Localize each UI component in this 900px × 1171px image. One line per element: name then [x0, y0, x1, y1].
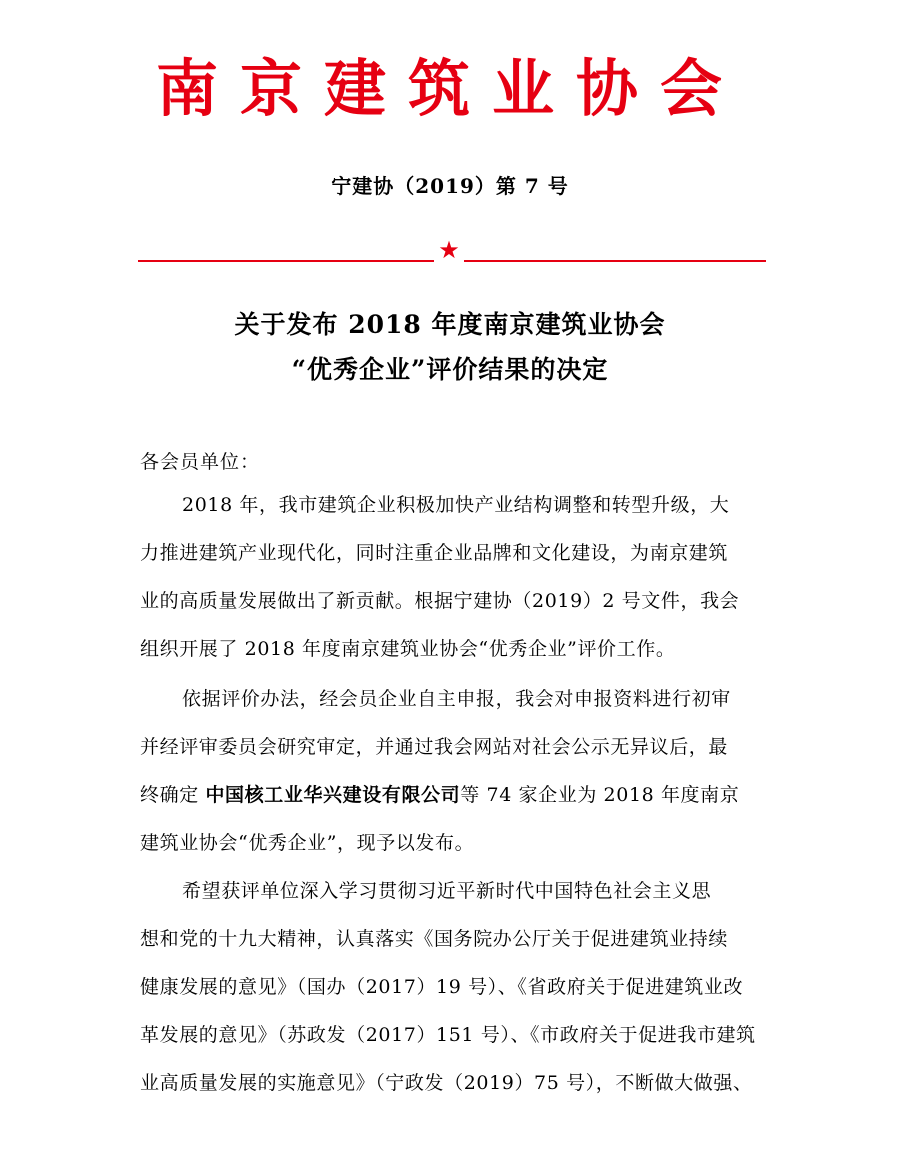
paragraph-line: 并经评审委员会研究审定，并通过我会网站对社会公示无异议后，最	[140, 736, 729, 758]
paragraph-line: 业高质量发展的实施意见》（宁政发（2019）75 号），不断做大做强、	[140, 1072, 753, 1094]
paragraph-line-with-company	[140, 786, 768, 805]
document-title-line-1: 关于发布 2018 年度南京建筑业协会	[234, 310, 666, 339]
divider-line-left	[138, 260, 434, 262]
paragraph-line: 希望获评单位深入学习贯彻习近平新时代中国特色社会主义思	[182, 880, 712, 902]
paragraph-line: 革发展的意见》（苏政发（2017）151 号）、《市政府关于促进我市建筑	[140, 1024, 756, 1046]
paragraph-line: 想和党的十九大精神，认真落实《国务院办公厅关于促进建筑业持续	[140, 928, 729, 950]
document-number: 宁建协（2019）第 7 号	[331, 174, 569, 198]
paragraph-segment: 等 74 家企业为 2018 年度南京	[460, 784, 740, 806]
highlight-company-name: 中国核工业华兴建设有限公司	[205, 784, 461, 806]
red-divider	[138, 238, 766, 262]
divider-line-right	[464, 260, 766, 262]
star-icon: ★	[438, 236, 460, 264]
paragraph-line: 力推进建筑产业现代化，同时注重企业品牌和文化建设，为南京建筑	[140, 542, 729, 564]
paragraph-line: 依据评价办法，经会员企业自主申报，我会对申报资料进行初审	[182, 688, 731, 710]
paragraph-line: 建筑业协会“优秀企业”，现予以发布。	[140, 832, 475, 854]
paragraph-line: 2018 年，我市建筑企业积极加快产业结构调整和转型升级，大	[182, 494, 730, 516]
paragraph-segment: 终确定	[140, 784, 206, 806]
salutation: 各会员单位：	[140, 451, 261, 473]
document-title-line-2: “优秀企业”评价结果的决定	[291, 355, 609, 384]
paragraph-line: 业的高质量发展做出了新贡献。根据宁建协（2019）2 号文件，我会	[140, 590, 740, 612]
organization-title: 南京建筑业协会	[155, 52, 744, 125]
paragraph-line: 健康发展的意见》（国办（2017）19 号）、《省政府关于促进建筑业改	[140, 976, 744, 998]
paragraph-line: 组织开展了 2018 年度南京建筑业协会“优秀企业”评价工作。	[140, 638, 676, 660]
